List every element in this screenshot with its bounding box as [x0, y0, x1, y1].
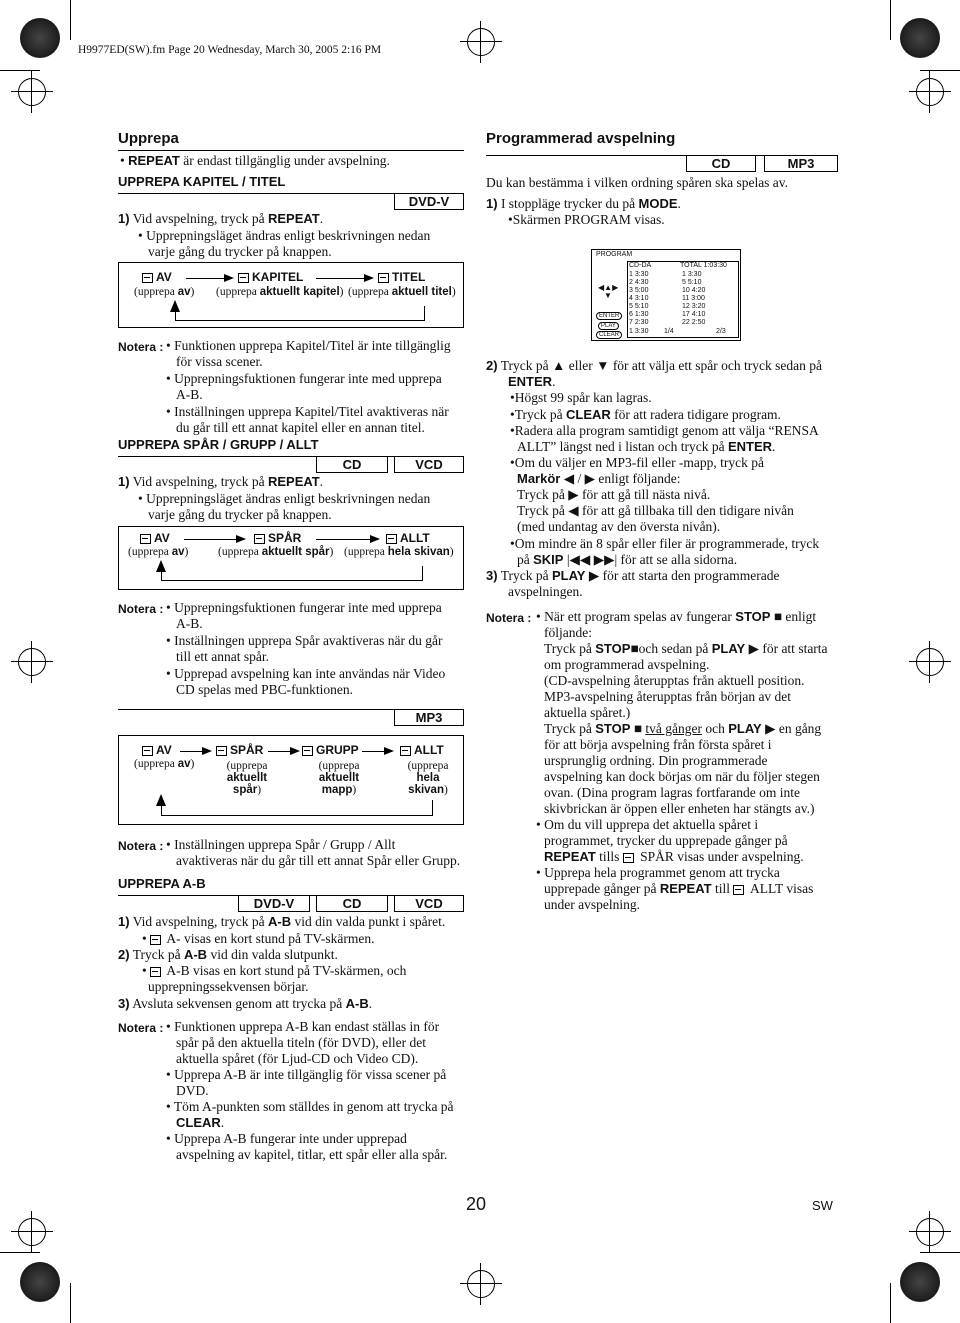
repeat-icon — [140, 534, 151, 544]
mode-label-titel: TITEL — [378, 270, 425, 284]
note-text: Tryck på STOP ■ två gånger och PLAY ▶ en gång — [544, 721, 822, 736]
bullet-text: • A-B visas en kort stund på TV-skärmen, och — [142, 963, 407, 978]
total-time: TOTAL 1:03:30 — [680, 262, 727, 269]
note-text: programmet, trycker du upprepade gånger på — [544, 833, 788, 848]
crop-mark — [890, 1283, 891, 1323]
track-row: 1 3:30 — [682, 271, 702, 278]
bullet-text: •Radera alla program samtidigt genom att välja “RENSA — [510, 423, 819, 438]
mode-caption: (upprepa aktuellt spår) — [218, 546, 334, 558]
bullet-text: •Skärmen PROGRAM visas. — [508, 212, 665, 227]
note-text: • Inställningen upprepa Spår / Grupp / Allt — [166, 837, 396, 852]
mode-label-grupp: GRUPP — [302, 743, 359, 757]
bullet-text: (med undantag av den översta nivån). — [517, 519, 721, 534]
step: 1) I stoppläge trycker du på MODE. — [486, 196, 681, 211]
intro-text: • REPEAT är endast tillgänglig under avspelning. — [120, 153, 390, 168]
note-text: till ett annat spår. — [176, 649, 269, 664]
repeat-icon — [623, 853, 634, 863]
stop-icon: ■ — [633, 721, 642, 736]
note-text: CD spelas med PBC-funktionen. — [176, 682, 353, 697]
mode-label-spar: SPÅR — [254, 531, 301, 545]
track-row: 12 3:20 — [682, 303, 706, 310]
arrow-left-icon: ◀ — [568, 503, 579, 518]
bullet-text: •Tryck på CLEAR för att radera tidigare program. — [510, 407, 781, 422]
loop-line — [161, 566, 423, 581]
mode-caption: (upprepa av) — [134, 286, 195, 298]
step-cont: ENTER. — [508, 374, 556, 389]
mode-caption: (upprepa av) — [134, 758, 195, 770]
registration-disc-icon — [900, 1262, 940, 1302]
arrow-right-icon — [316, 278, 372, 279]
language-code: SW — [812, 1198, 833, 1213]
note-text: för att börja avspelning från första spåret i — [544, 737, 772, 752]
section-title: Upprepa — [118, 130, 179, 147]
repeat-icon — [386, 534, 397, 544]
registration-target-icon — [18, 648, 46, 676]
disc-badge-dvdv: DVD-V — [394, 193, 464, 210]
note-text: • Funktionen upprepa A-B kan endast ställas in för — [166, 1019, 440, 1034]
crop-mark — [920, 1252, 960, 1253]
disc-badge-mp3: MP3 — [764, 155, 838, 172]
page-header: H9977ED(SW).fm Page 20 Wednesday, March 30, 2005 2:16 PM — [78, 44, 382, 56]
crop-mark — [920, 70, 960, 71]
bullet-text: upprepningssekvensen börjar. — [148, 979, 309, 994]
repeat-icon — [142, 746, 153, 756]
mode-caption: (upprepa hela skivan) — [344, 546, 454, 558]
track-row: 22 2:50 — [682, 319, 706, 326]
clear-key: CLEAR — [596, 331, 622, 339]
registration-disc-icon — [900, 18, 940, 58]
track-list-left — [629, 271, 648, 327]
track-row: 6 1:30 — [629, 311, 649, 318]
registration-target-icon — [916, 648, 944, 676]
arrow-right-icon: ▶ — [584, 471, 596, 486]
note-text: aktuella spåret.) — [544, 705, 631, 720]
registration-disc-icon — [20, 1262, 60, 1302]
note-text: • Upprepad avspelning kan inte användas när Video — [166, 666, 446, 681]
track-row: 10 4:20 — [682, 287, 706, 294]
mode-label-spar: SPÅR — [216, 743, 263, 757]
bullet-text: •Om du väljer en MP3-fil eller -mapp, tryck på — [510, 455, 765, 470]
note-text: för vissa scener. — [176, 354, 263, 369]
crop-mark — [70, 0, 71, 40]
bullet-text: ALLT” längst ned i listan och tryck på ENTER. — [517, 439, 776, 454]
loop-line — [161, 800, 433, 816]
step: 3) Avsluta sekvensen genom att trycka på A-B. — [118, 996, 373, 1011]
note-label: Notera : — [118, 602, 164, 616]
bullet-text: Markör ◀ / ▶ enligt följande: — [517, 471, 681, 486]
note-text: • Upprepningsfuktionen fungerar inte med upprepa — [166, 600, 442, 615]
mode-label-av: AV — [142, 270, 172, 284]
arrow-right-icon — [268, 751, 298, 752]
step: 1) Vid avspelning, tryck på REPEAT. — [118, 211, 324, 226]
note-text: • Töm A-punkten som ställdes in genom att trycka på — [166, 1099, 454, 1114]
repeat-icon — [733, 885, 744, 895]
crop-mark — [0, 70, 40, 71]
play-key: PLAY — [598, 322, 619, 330]
arrow-right-icon — [362, 751, 392, 752]
note-text: skivbrickan är öppen eller enheten har stängts av.) — [544, 801, 815, 816]
track-row: 7 2:30 — [629, 319, 649, 326]
arrow-up-icon — [156, 560, 166, 572]
mode-label-av: AV — [140, 531, 170, 545]
note-text: avspelning kan dock börjas om när du följer stegen — [544, 769, 820, 784]
note-text: • Inställningen upprepa Spår avaktiveras när du går — [166, 633, 443, 648]
note-text: A-B. — [176, 387, 203, 402]
arrow-up-icon: ▲ — [551, 358, 566, 373]
repeat-icon — [238, 273, 249, 283]
screen-title: PROGRAM — [596, 251, 633, 258]
track-row: 2 4:30 — [629, 279, 649, 286]
track-row: 11 3:00 — [682, 295, 705, 302]
bullet-text: varje gång du trycker på knappen. — [148, 507, 332, 522]
page-indicator: 1/4 — [664, 328, 674, 335]
repeat-icon — [254, 534, 265, 544]
bullet-text: • Upprepningsläget ändras enligt beskrivningen nedan — [138, 228, 431, 243]
registration-target-icon — [467, 28, 495, 56]
note-text: MP3-avspelning återupptas från början av det — [544, 689, 792, 704]
disc-badge-vcd: VCD — [394, 895, 464, 912]
registration-target-icon — [18, 1218, 46, 1246]
disc-badge-mp3: MP3 — [394, 709, 464, 726]
dpad-icon: ◀▲▶ ▼ — [598, 283, 619, 300]
arrow-down-icon: ▼ — [596, 358, 610, 373]
track-list-right — [682, 271, 705, 327]
note-text: upprepade gånger på REPEAT till ALLT visas — [544, 881, 814, 896]
play-icon: ▶ — [765, 721, 776, 736]
subsection-title: UPPREPA A-B — [118, 876, 206, 891]
registration-target-icon — [916, 1218, 944, 1246]
mode-caption: (upprepa av) — [128, 546, 189, 558]
disc-badge-cd: CD — [686, 155, 756, 172]
note-text: ovan. (Dina program lagras fortfarande om inte — [544, 785, 801, 800]
disc-badge-vcd: VCD — [394, 456, 464, 473]
mode-caption: (upprepa aktuellt kapitel) — [216, 286, 344, 298]
note-text: ursprunglig ordning. Din programmerade — [544, 753, 768, 768]
note-label: Notera : — [118, 340, 164, 354]
step: 1) Vid avspelning, tryck på REPEAT. — [118, 474, 324, 489]
loop-line — [175, 306, 425, 321]
program-screen — [591, 249, 741, 341]
registration-target-icon — [18, 78, 46, 106]
crop-mark — [890, 0, 891, 40]
registration-target-icon — [467, 1270, 495, 1298]
registration-target-icon — [916, 78, 944, 106]
note-text: aktuella spåret (för Ljud-CD och Video CD). — [176, 1051, 419, 1066]
note-text: Tryck på STOP■och sedan på PLAY ▶ för att starta — [544, 641, 828, 656]
note-text: du går till ett annat kapitel eller en annan titel. — [176, 420, 425, 435]
note-text: avspelning av kapitel, titlar, ett spår eller alla spår. — [176, 1147, 448, 1162]
divider — [118, 150, 464, 151]
registration-disc-icon — [20, 18, 60, 58]
repeat-icon — [400, 746, 411, 756]
track-row: 5 5:10 — [682, 279, 702, 286]
track-row: 4 3:10 — [629, 295, 649, 302]
note-text: • Upprepa hela programmet genom att trycka — [536, 865, 780, 880]
mode-caption: (upprepa aktuellt mapp) — [318, 760, 360, 796]
arrow-right-icon — [186, 278, 232, 279]
stop-icon: ■ — [773, 609, 782, 624]
enter-key: ENTER — [596, 312, 622, 320]
arrow-up-icon — [156, 794, 166, 806]
arrow-right-icon — [180, 751, 210, 752]
note-label: Notera : — [486, 611, 532, 625]
step: 2) Tryck på ▲ eller ▼ för att välja ett spår och tryck sedan på — [486, 358, 822, 373]
note-label: Notera : — [118, 1021, 164, 1035]
section-title: Programmerad avspelning — [486, 130, 676, 147]
note-text: • Funktionen upprepa Kapitel/Titel är inte tillgänglig — [166, 338, 451, 353]
subsection-title: UPPREPA SPÅR / GRUPP / ALLT — [118, 437, 319, 452]
note-text: avaktiveras när du går till ett annat Spår eller Grupp. — [176, 853, 461, 868]
page-indicator: 2/3 — [716, 328, 726, 335]
crop-mark — [70, 1283, 71, 1323]
repeat-icon — [150, 935, 161, 945]
note-label: Notera : — [118, 839, 164, 853]
intro-text: Du kan bestämma i vilken ordning spåren ska spelas av. — [486, 175, 789, 190]
program-bottom: 1 3:30 — [629, 328, 649, 335]
step: 3) Tryck på PLAY ▶ för att starta den programmerade — [486, 568, 780, 583]
arrow-left-icon: ◀ — [563, 471, 575, 486]
note-text: A-B. — [176, 616, 203, 631]
mode-label-allt: ALLT — [400, 743, 444, 757]
bullet-text: • Upprepningsläget ändras enligt beskrivningen nedan — [138, 491, 431, 506]
note-text: spår på den aktuella titeln (för DVD), eller det — [176, 1035, 427, 1050]
bullet-text: •Om mindre än 8 spår eller filer är programmerade, tryck — [510, 536, 820, 551]
skip-forward-icon: ▶▶| — [593, 552, 618, 567]
bullet-text: • A- visas en kort stund på TV-skärmen. — [142, 931, 375, 946]
note-text: CLEAR. — [176, 1115, 225, 1130]
disc-badge-cd: CD — [316, 895, 388, 912]
step: 2) Tryck på A-B vid din valda slutpunkt. — [118, 947, 338, 962]
play-icon: ▶ — [748, 641, 759, 656]
mode-caption: (upprepa hela skivan) — [407, 760, 449, 796]
mode-label-av: AV — [142, 743, 172, 757]
note-text: • Upprepa A-B fungerar inte under upprepad — [166, 1131, 407, 1146]
note-text: DVD. — [176, 1083, 209, 1098]
bullet-text: Tryck på ▶ för att gå till nästa nivå. — [517, 487, 711, 502]
track-row: 1 3:30 — [629, 271, 649, 278]
note-text: (CD-avspelning återupptas från aktuell position. — [544, 673, 805, 688]
note-text: om programmerad avspelning. — [544, 657, 710, 672]
track-row: 5 5:10 — [629, 303, 649, 310]
subsection-title: UPPREPA KAPITEL / TITEL — [118, 174, 286, 189]
bullet-text: Tryck på ◀ för att gå tillbaka till den tidigare nivån — [517, 503, 794, 518]
crop-mark — [0, 1252, 40, 1253]
repeat-icon — [302, 746, 313, 756]
mode-label-allt: ALLT — [386, 531, 430, 545]
cdda-label: CD-DA — [629, 262, 652, 269]
step-cont: avspelningen. — [508, 584, 583, 599]
mode-caption: (upprepa aktuell titel) — [348, 286, 456, 298]
track-row: 3 5:00 — [629, 287, 649, 294]
play-icon: ▶ — [588, 568, 600, 583]
note-text: • Upprepa A-B är inte tillgänglig för vissa scener på — [166, 1067, 447, 1082]
mode-caption: (upprepa aktuellt spår) — [226, 760, 268, 796]
stop-icon: ■ — [630, 641, 639, 656]
note-text: följande: — [544, 625, 592, 640]
note-text: under avspelning. — [544, 897, 640, 912]
step: 1) Vid avspelning, tryck på A-B vid din valda punkt i spåret. — [118, 914, 446, 929]
note-text: • Inställningen upprepa Kapitel/Titel avaktiveras när — [166, 404, 449, 419]
bullet-text: varje gång du trycker på knappen. — [148, 244, 332, 259]
note-text: • När ett program spelas av fungerar STOP ■ enligt — [536, 609, 817, 624]
arrow-right-icon — [316, 539, 378, 540]
repeat-icon — [216, 746, 227, 756]
track-row: 17 4:10 — [682, 311, 706, 318]
note-text: • Upprepningsfuktionen fungerar inte med upprepa — [166, 371, 442, 386]
note-text: REPEAT tills SPÅR visas under avspelning. — [544, 849, 804, 864]
disc-badge-dvdv: DVD-V — [238, 895, 310, 912]
arrow-right-icon: ▶ — [568, 487, 579, 502]
repeat-icon — [142, 273, 153, 283]
skip-back-icon: |◀◀ — [566, 552, 591, 567]
note-text: • Om du vill upprepa det aktuella spåret i — [536, 817, 759, 832]
mode-label-kapitel: KAPITEL — [238, 270, 303, 284]
bullet-text: •Högst 99 spår kan lagras. — [510, 390, 652, 405]
disc-badge-cd: CD — [316, 456, 388, 473]
repeat-icon — [378, 273, 389, 283]
arrow-right-icon — [184, 539, 244, 540]
page-number: 20 — [466, 1194, 487, 1214]
arrow-up-icon — [170, 300, 180, 312]
bullet-text: på SKIP |◀◀ ▶▶| för att se alla sidorna. — [517, 552, 738, 567]
repeat-icon — [150, 967, 161, 977]
